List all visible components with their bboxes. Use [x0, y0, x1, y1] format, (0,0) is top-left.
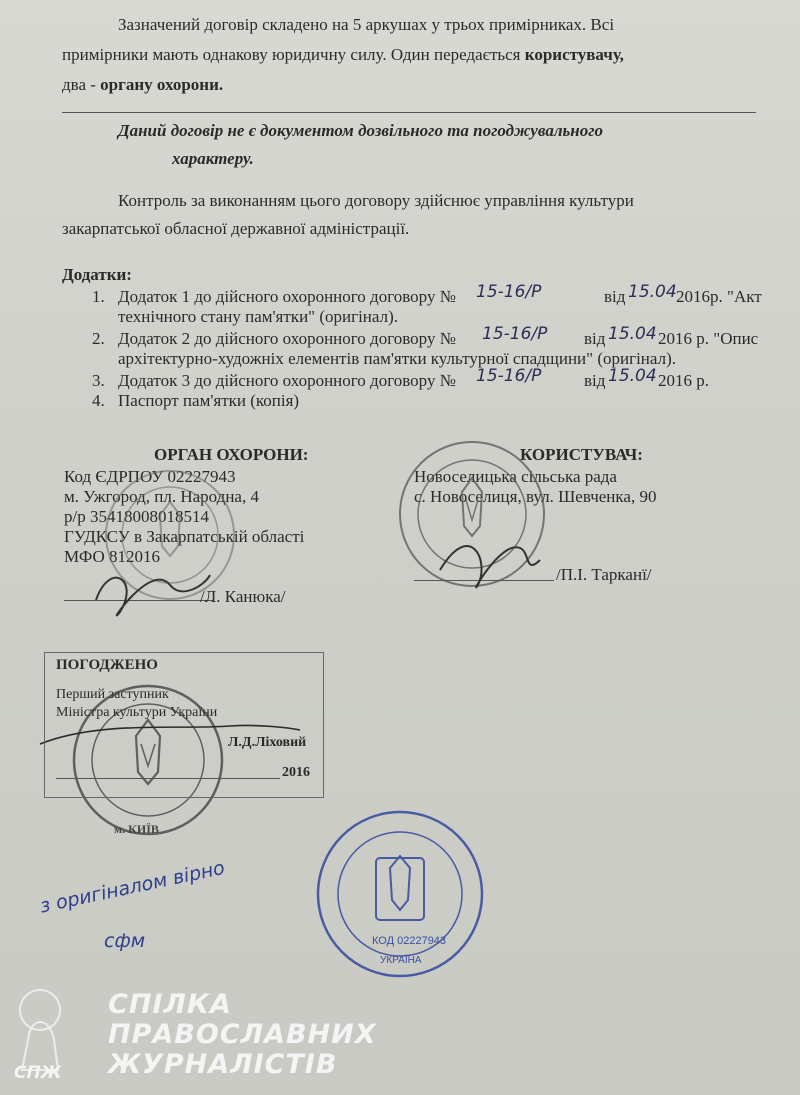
- watermark-abbr: СПЖ: [14, 1063, 62, 1083]
- right-party-title: КОРИСТУВАЧ:: [520, 445, 643, 464]
- approval-date-line: [56, 778, 280, 779]
- annex-from: від: [604, 287, 626, 306]
- watermark-line-2: ПРАВОСЛАВНИХ: [108, 1019, 377, 1050]
- paragraph-1-authority-bold: органу охорони.: [100, 75, 224, 94]
- paragraph-3-line-1: Контроль за виконанням цього договору здійснює управління культури: [118, 191, 634, 210]
- left-grey-seal-icon: [106, 471, 234, 599]
- blue-stamp-bottom: УКРАЇНА: [380, 955, 422, 966]
- handwritten-date: 15.04: [608, 366, 657, 386]
- left-party-line: м. Ужгород, пл. Народна, 4: [64, 487, 259, 506]
- handwritten-note-line-1: з оригіналом вірно: [38, 856, 227, 918]
- watermark-line-1: СПІЛКА: [108, 989, 232, 1020]
- annex-number: 3.: [92, 371, 105, 390]
- paragraph-1-line-1: Зазначений договір складено на 5 аркушах у трьох примірниках. Всі: [118, 15, 615, 34]
- right-party-line: Новоселицька сільська рада: [414, 467, 617, 486]
- annex-text: Додаток 2 до дійсного охоронного договору №: [118, 329, 456, 348]
- paragraph-3-line-2: закарпатської обласної державної адміністрації.: [62, 219, 410, 238]
- approval-signer: Л.Д.Ліховий: [228, 735, 307, 750]
- left-party-line: ГУДКСУ в Закарпатській області: [64, 527, 305, 546]
- annex-year: 2016р. "Акт: [676, 287, 762, 306]
- annex-year: 2016 р.: [658, 371, 709, 390]
- paragraph-2-line-1: Даний договір не є документом дозвільного та погоджувального: [118, 121, 604, 140]
- watermark-monk-icon: [20, 990, 60, 1070]
- right-signature-scribble-icon: [440, 546, 540, 587]
- left-party-line: МФО 812016: [64, 547, 161, 566]
- annex-from: від: [584, 329, 606, 348]
- right-grey-seal-icon: [400, 442, 544, 586]
- right-party-signature-name: /П.І. Тарканї/: [556, 565, 652, 584]
- grey-stamp-city: м. КИЇВ: [114, 822, 159, 836]
- paragraph-1-line-2-text: примірники мають однакову юридичну силу. Один передається: [62, 45, 521, 64]
- handwritten-date: 15.04: [608, 324, 657, 344]
- annex-text: Паспорт пам'ятки (копія): [118, 391, 300, 410]
- approval-line-1: Перший заступник: [56, 687, 169, 702]
- left-party-line: р/р 35418008018514: [64, 507, 209, 526]
- right-party-line: с. Новоселиця, вул. Шевченка, 90: [414, 487, 657, 506]
- handwritten-date: 15.04: [628, 282, 677, 302]
- annexes-heading: Додатки:: [62, 265, 132, 284]
- annex-text-line-2: архітектурно-художніх елементів пам'ятки культурної спадщини" (оригінал).: [118, 349, 676, 368]
- left-party-title: ОРГАН ОХОРОНИ:: [154, 445, 309, 464]
- approval-year: 2016: [282, 765, 310, 780]
- blue-stamp-code: КОД 02227943: [372, 935, 447, 947]
- annex-number: 1.: [92, 287, 105, 306]
- annex-from: від: [584, 371, 606, 390]
- paragraph-1-line-3-text: два -: [62, 75, 96, 94]
- handwritten-contract-number: 15-16/Р: [476, 366, 542, 386]
- annex-text: Додаток 3 до дійсного охоронного договору №: [118, 371, 456, 390]
- handwritten-note-line-2: сфм: [104, 930, 146, 952]
- approval-title: ПОГОДЖЕНО: [56, 657, 158, 673]
- watermark-line-3: ЖУРНАЛІСТІВ: [108, 1049, 338, 1080]
- left-party-signature-name: /Л. Канюка/: [200, 587, 286, 606]
- annex-text-line-2: технічного стану пам'ятки" (оригінал).: [118, 307, 398, 326]
- annex-text: Додаток 1 до дійсного охоронного договору №: [118, 287, 456, 306]
- annex-number: 4.: [92, 391, 105, 410]
- left-party-line: Код ЄДРПОУ 02227943: [64, 467, 236, 486]
- annex-year: 2016 р. "Опис: [658, 329, 759, 348]
- handwritten-contract-number: 15-16/Р: [476, 282, 542, 302]
- annex-number: 2.: [92, 329, 105, 348]
- handwritten-contract-number: 15-16/Р: [482, 324, 548, 344]
- paragraph-1-user-bold: користувачу,: [524, 45, 624, 64]
- approval-line-2: Міністра культури України: [56, 705, 218, 720]
- paragraph-2-line-2: характеру.: [172, 149, 254, 168]
